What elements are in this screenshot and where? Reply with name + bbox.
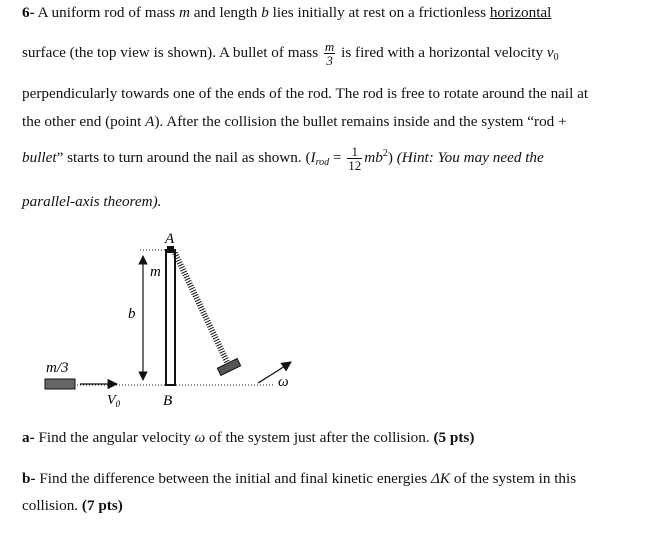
label-bullet-mass: m/3 [46, 360, 69, 376]
text-fragment: ) [387, 148, 397, 166]
symbol-b: b [261, 4, 269, 21]
text-fragment: surface (the top view is shown). A bullet of mass [22, 43, 319, 61]
subscript: 0 [553, 51, 559, 63]
fraction-numerator: m [324, 39, 335, 54]
text-fragment: the other end (point [22, 113, 142, 130]
fraction-denominator: 12 [348, 158, 362, 173]
text-fragment: of the system in this [453, 470, 577, 487]
label-v0: $V_0$ [107, 393, 121, 409]
question-b [22, 470, 576, 488]
points-badge: (7 pts) [81, 497, 123, 514]
text-fragment: A uniform rod of mass [37, 4, 176, 21]
bullet-icon [45, 379, 75, 389]
symbol-m: m [178, 4, 190, 21]
symbol-omega: ω [194, 429, 206, 446]
symbol-A: A [145, 113, 155, 130]
text-fragment: Find the angular velocity [38, 429, 191, 446]
problem-line-3: perpendicularly towards one of the ends of the rod. The rod is free to rotate around the nail at [22, 85, 589, 102]
symbol-v0: v [546, 43, 554, 61]
rod-rotated-dashed [175, 253, 229, 366]
question-b-continued [22, 497, 123, 515]
text-fragment: and length [193, 4, 258, 21]
label-omega: ω [278, 374, 289, 390]
problem-number: 6- [22, 4, 35, 21]
text-fragment: ” starts to turn around the nail as shown. ( [56, 148, 311, 166]
label-B: B [163, 393, 173, 409]
question-a [22, 429, 474, 447]
label-m: m [150, 264, 161, 280]
fraction-numerator: 1 [347, 145, 362, 159]
text-fragment: Find the difference between the initial and final kinetic energies [39, 470, 428, 487]
question-a-prefix: a- [22, 429, 35, 446]
text-fragment: is fired with a horizontal velocity [341, 43, 544, 61]
text-fragment: collision. [22, 497, 79, 514]
question-b-prefix: b- [22, 470, 36, 487]
fraction-denominator: 3 [326, 53, 333, 68]
superscript: 2 [382, 147, 388, 159]
label-A: A [165, 231, 175, 247]
hint-text: (Hint: You may need the [396, 148, 544, 166]
bullet-embedded-icon [217, 359, 240, 376]
symbol-delta-k: ΔK [430, 470, 451, 487]
text-fragment: lies initially at rest on a frictionless [272, 4, 487, 21]
underlined-word: horizontal [489, 4, 552, 21]
equals-sign: = [329, 148, 346, 166]
label-b: b [128, 306, 136, 322]
text-fragment: of the system just after the collision. [209, 429, 430, 446]
symbol-mb: mb [364, 148, 383, 166]
symbol-I: I [310, 148, 316, 166]
nail-icon [167, 246, 174, 253]
subscript: rod [315, 156, 330, 168]
text-fragment: ). After the collision the bullet remains inside and the system “rod + [154, 113, 567, 130]
rod-initial [166, 250, 175, 385]
problem-line-6: parallel-axis theorem). [22, 193, 162, 210]
text-fragment: bullet [22, 148, 57, 166]
points-badge: (5 pts) [433, 429, 475, 446]
